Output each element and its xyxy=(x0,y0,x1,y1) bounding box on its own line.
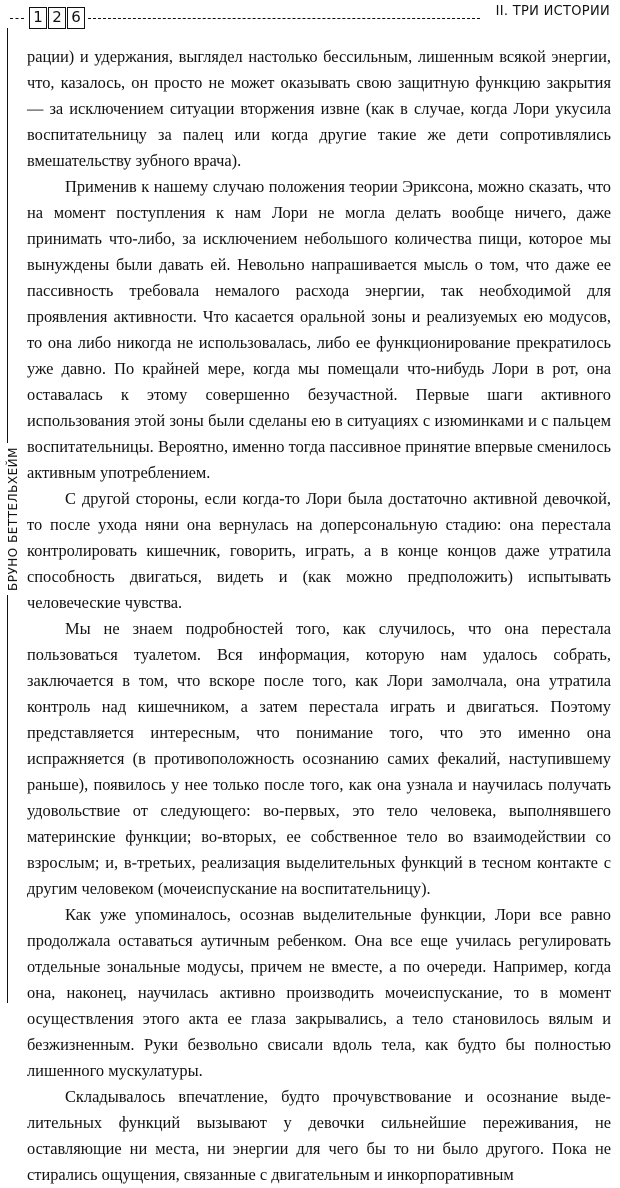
page-number-digit-3: 6 xyxy=(67,7,85,29)
paragraph: Складывалось впечатление, будто прочувствование и осознание выделительных функций вызывают у девочки сильнейшие переживания, не оставляющие ни места, ни энергии для чего бы то ни было другого. Пока не стирались ощущения, связанные с двигательным и инкорпоративным xyxy=(27,1087,611,1184)
header-rule-left xyxy=(10,18,24,19)
header-rule-right xyxy=(88,18,480,19)
page-header xyxy=(0,0,620,40)
paragraph: Мы не знаем подробностей того, как случилось, что она перестала пользоваться туалетом. Вся информация, которую нам удалось собрать, заключается в том, что вскоре после того, как Лори замолчала, она утратила контроль над кишечником, а затем перестала играть и двигаться. Поэтому представляется интересным, что понимание того, что это именно она испражняется (в противоположность осознанию самих фекалий, наступившему раньше), появилось у нее только после того, как она узнала и научилась получать удовольствие от следующего: во-первых, это тело человека, выполнявшего материнские функции; во-вторых, ее собственное тело во взаимодействии со взрослым; и, в-третьих, реализация выделительных функций в тесном контакте с другим человеком (мочеиспускание на воспитательницу). xyxy=(27,619,611,898)
running-title: II. ТРИ ИСТОРИИ xyxy=(495,4,610,19)
page-number-digit-1: 1 xyxy=(29,7,47,29)
body-text xyxy=(27,44,611,1188)
paragraph-continued: рации) и удержания, выглядел настолько бессильным, лишенным всякой энергии, что, казалось, он просто не может оказывать свою защитную функцию закрытия — за исключением ситуации вторжения извне (как в случае, когда Лори укусила воспитательницу за палец или когда другие такие же дети сопротивлялись вмешательству зубного врача). xyxy=(27,47,611,170)
paragraph: Как уже упоминалось, осознав выделительные функции, Лори все равно продолжала оставаться аутичным ребенком. Она все еще училась регулировать отдельные зональные модусы, причем не вместе, а по очереди. Например, когда она, наконец, научилась активно производить мочеиспускание, то в момент осуществления этого акта ее глаза закрывались, а тело становилось вялым и безжизненным. Руки безвольно свисали вдоль тела, как будто бы полностью лишенного мускулатуры. xyxy=(27,905,611,1080)
page-number-digit-2: 2 xyxy=(48,7,66,29)
paragraph: Применив к нашему случаю положения теории Эриксона, можно сказать, что на момент поступления к нам Лори не могла делать вообще ничего, даже принимать что-либо, за исключением небольшого количества пищи, которое мы вынуждены были давать ей. Невольно напрашивается мысль о том, что даже ее пассивность требовала немалого расхода энергии, так необходимой для проявления активности. Что касается оральной зоны и реализуемых ею модусов, то она либо никогда не использовалась, либо ее функционирование прекратилось уже давно. По крайней мере, когда мы помещали что-нибудь Лори в рот, она оставалась к этому совершенно безучастной. Первые шаги активного использования этой зоны были сделаны ею в ситуациях с изюминками и с пальцем воспитательницы. Вероятно, именно тогда пассивное принятие впервые сменилось активным употреблением. xyxy=(27,177,611,482)
running-author: БРУНО БЕТТЕЛЬХЕЙМ xyxy=(6,443,20,595)
paragraph: С другой стороны, если когда-то Лори была достаточно активной девочкой, то после ухода няни она вернулась на доперсональную стадию: она перестала контролировать кишечник, говорить, играть, а в конце концов даже утратила способность двигаться, видеть и (как можно предположить) испытывать человеческие чувства. xyxy=(27,489,611,612)
